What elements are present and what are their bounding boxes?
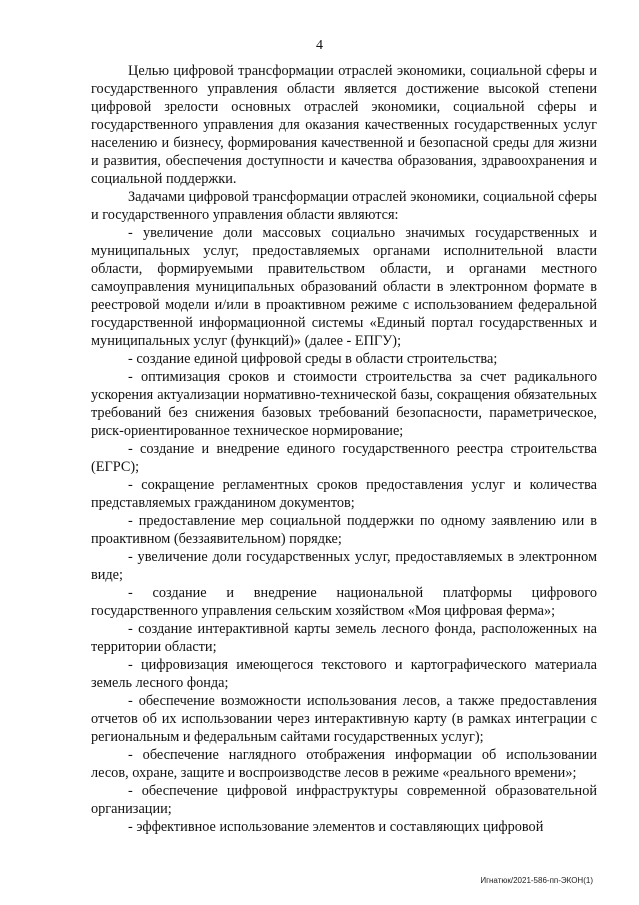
list-item-digital-elements: - эффективное использование элементов и составляющих цифровой: [128, 819, 544, 835]
list-item-electronic-services: - увеличение доли государственных услуг, предоставляемых в электронном виде;: [91, 549, 597, 583]
list-item-egrs-registry: - создание и внедрение единого государственного реестра строительства (ЕГРС);: [91, 441, 597, 475]
list-item-education-infrastructure: - обеспечение цифровой инфраструктуры современной образовательной организации;: [91, 783, 597, 817]
list-item-epgu-services: - увеличение доли массовых социально значимых государственных и муниципальных услуг, предоставляемых органами исполнительной власти области, формируемыми правительством области, и органами местного самоуправления муниципальных образований области в электронном формате в реестровой модели и/или в проактивном режиме с использованием федеральной государственной информационной системы «Единый портал государственных и муниципальных услуг (функций)» (далее - ЕПГУ);: [91, 225, 597, 349]
list-item-service-deadlines: - сокращение регламентных сроков предоставления услуг и количества представляемых гражданином документов;: [91, 477, 597, 511]
page-number: 4: [316, 38, 323, 53]
paragraph-tasks-intro: Задачами цифровой трансформации отраслей экономики, социальной сферы и государственного управления области являются:: [91, 189, 597, 223]
paragraph-goal: Целью цифровой трансформации отраслей экономики, социальной сферы и государственного управления области является достижение высокой степени цифровой зрелости основных отраслей экономики, социальной сферы и государственного управления для оказания качественных государственных услуг населению и бизнесу, формирования качественной и безопасной среды для жизни и развития, обеспечения доступности и качества образования, здравоохранения и социальной поддержки.: [91, 63, 597, 187]
document-footer-code: Игнатюк/2021-586-пп-ЭКОН(1): [480, 876, 593, 885]
list-item-social-support: - предоставление мер социальной поддержки по одному заявлению или в проактивном (беззаявительном) порядке;: [91, 513, 597, 547]
list-item-forest-usage: - обеспечение возможности использования лесов, а также предоставления отчетов об их использовании через интерактивную карту (в рамках интеграции с региональным и федеральным сайтами государственных услуг);: [91, 693, 597, 745]
list-item-digital-farm: - создание и внедрение национальной платформы цифрового государственного управления сельским хозяйством «Моя цифровая ферма»;: [91, 585, 597, 619]
list-item-construction-optimization: - оптимизация сроков и стоимости строительства за счет радикального ускорения актуализации нормативно-технической базы, сокращения обязательных требований без снижения базовых требований безопасности, параметрическое, риск-ориентированное техническое нормирование;: [91, 369, 597, 439]
list-item-forest-digitization: - цифровизация имеющегося текстового и картографического материала земель лесного фонда;: [91, 657, 597, 691]
list-item-forest-map: - создание интерактивной карты земель лесного фонда, расположенных на территории области;: [91, 621, 597, 655]
list-item-construction-environment: - создание единой цифровой среды в области строительства;: [128, 351, 498, 367]
list-item-forest-realtime: - обеспечение наглядного отображения информации об использовании лесов, охране, защите и воспроизводстве лесов в режиме «реального времени»;: [91, 747, 597, 781]
body-text: [91, 62, 597, 836]
